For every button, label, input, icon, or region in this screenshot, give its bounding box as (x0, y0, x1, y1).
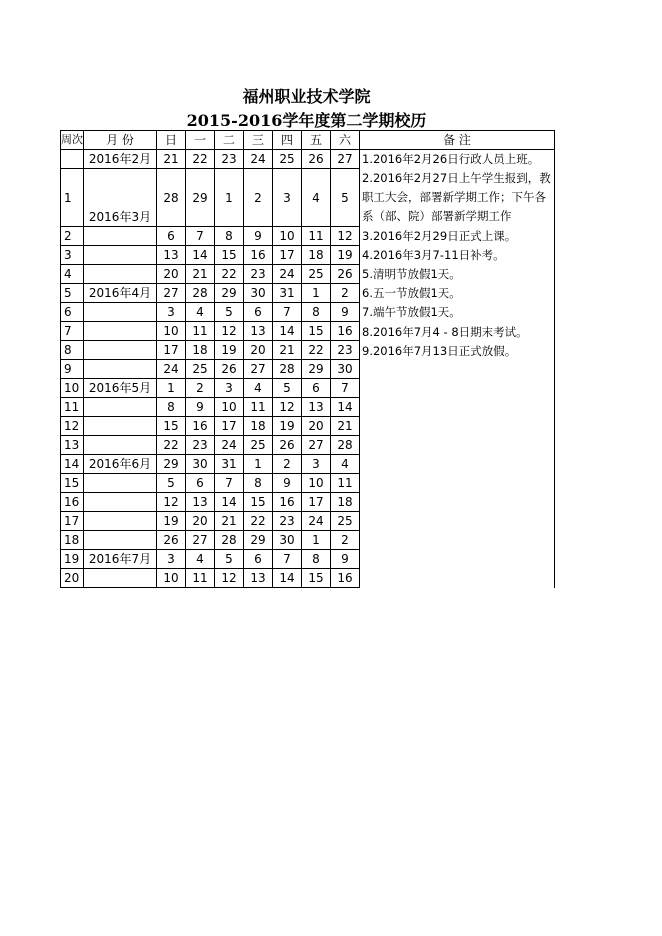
week-number: 19 (61, 550, 84, 569)
day-cell: 13 (244, 322, 273, 341)
week-number: 17 (61, 512, 84, 531)
day-cell: 29 (186, 169, 215, 227)
day-cell: 30 (273, 531, 302, 550)
day-cell: 10 (215, 398, 244, 417)
day-cell: 2 (186, 379, 215, 398)
day-cell: 7 (273, 303, 302, 322)
day-cell: 2 (331, 531, 360, 550)
day-cell: 16 (331, 569, 360, 588)
note-item: 7.端午节放假1天。 (362, 305, 461, 320)
day-cell: 15 (302, 569, 331, 588)
day-cell: 16 (186, 417, 215, 436)
day-cell: 14 (273, 322, 302, 341)
month-cell (84, 341, 157, 360)
day-cell: 17 (302, 493, 331, 512)
day-cell: 7 (186, 227, 215, 246)
day-cell: 9 (186, 398, 215, 417)
day-cell: 18 (186, 341, 215, 360)
day-cell: 19 (331, 246, 360, 265)
day-cell: 20 (157, 265, 186, 284)
day-cell: 23 (244, 265, 273, 284)
month-cell (84, 360, 157, 379)
day-cell: 26 (157, 531, 186, 550)
week-number: 12 (61, 417, 84, 436)
day-cell: 20 (244, 341, 273, 360)
day-cell: 22 (244, 512, 273, 531)
day-cell: 3 (215, 379, 244, 398)
day-cell: 29 (302, 360, 331, 379)
day-cell: 23 (215, 150, 244, 169)
day-cell: 1 (215, 169, 244, 227)
day-cell: 14 (331, 398, 360, 417)
day-cell: 21 (215, 512, 244, 531)
day-cell: 6 (186, 474, 215, 493)
month-cell (84, 531, 157, 550)
day-cell: 9 (331, 303, 360, 322)
day-cell: 31 (273, 284, 302, 303)
week-row (61, 150, 555, 169)
day-cell: 8 (157, 398, 186, 417)
day-cell: 26 (331, 265, 360, 284)
month-cell: 2016年2月 (84, 150, 157, 169)
week-number: 6 (61, 303, 84, 322)
day-cell: 1 (302, 284, 331, 303)
month-cell: 2016年7月 (84, 550, 157, 569)
day-cell: 6 (302, 379, 331, 398)
day-cell: 27 (331, 150, 360, 169)
day-cell: 11 (186, 569, 215, 588)
day-cell: 1 (157, 379, 186, 398)
week-number: 13 (61, 436, 84, 455)
day-header: 二 (215, 131, 244, 150)
school-name: 福州职业技术学院 (242, 87, 371, 106)
day-cell: 10 (273, 227, 302, 246)
notes-header: 备 注 (360, 131, 555, 150)
day-cell: 22 (215, 265, 244, 284)
month-cell (84, 512, 157, 531)
day-cell: 14 (215, 493, 244, 512)
day-cell: 10 (302, 474, 331, 493)
day-cell: 9 (244, 227, 273, 246)
week-number: 14 (61, 455, 84, 474)
day-header: 五 (302, 131, 331, 150)
day-cell: 8 (215, 227, 244, 246)
day-header: 六 (331, 131, 360, 150)
day-cell: 28 (331, 436, 360, 455)
day-cell: 30 (331, 360, 360, 379)
day-cell: 15 (215, 246, 244, 265)
day-cell: 12 (157, 493, 186, 512)
month-cell (84, 265, 157, 284)
day-cell: 13 (244, 569, 273, 588)
day-cell: 17 (215, 417, 244, 436)
day-cell: 27 (244, 360, 273, 379)
day-cell: 28 (215, 531, 244, 550)
note-item: 6.五一节放假1天。 (362, 286, 461, 301)
day-cell: 10 (157, 569, 186, 588)
day-cell: 12 (273, 398, 302, 417)
day-cell: 18 (331, 493, 360, 512)
day-cell: 1 (244, 455, 273, 474)
day-cell: 2 (244, 169, 273, 227)
day-cell: 28 (157, 169, 186, 227)
day-cell: 5 (273, 379, 302, 398)
day-cell: 22 (186, 150, 215, 169)
day-cell: 4 (186, 550, 215, 569)
day-cell: 26 (215, 360, 244, 379)
calendar-title: 2015-2016学年度第二学期校历 (186, 111, 427, 130)
day-cell: 26 (302, 150, 331, 169)
day-cell: 10 (157, 322, 186, 341)
school-calendar-table (60, 130, 555, 588)
week-number: 15 (61, 474, 84, 493)
note-item: 8.2016年7月4 - 8日期末考试。 (362, 324, 528, 339)
month-cell (84, 322, 157, 341)
week-number: 10 (61, 379, 84, 398)
day-cell: 1 (302, 531, 331, 550)
day-cell: 29 (244, 531, 273, 550)
day-cell: 20 (186, 512, 215, 531)
day-cell: 5 (331, 169, 360, 227)
month-cell (84, 436, 157, 455)
note-item: 5.清明节放假1天。 (362, 267, 461, 282)
day-cell: 3 (302, 455, 331, 474)
day-cell: 22 (302, 341, 331, 360)
week-number: 16 (61, 493, 84, 512)
note-item: 3.2016年2月29日正式上课。 (362, 229, 517, 244)
day-cell: 21 (273, 341, 302, 360)
day-cell: 17 (157, 341, 186, 360)
day-cell: 3 (273, 169, 302, 227)
day-cell: 31 (215, 455, 244, 474)
day-cell: 25 (244, 436, 273, 455)
month-cell (84, 303, 157, 322)
day-cell: 8 (244, 474, 273, 493)
day-cell: 24 (273, 265, 302, 284)
day-cell: 22 (157, 436, 186, 455)
day-cell: 21 (186, 265, 215, 284)
week-number (61, 150, 84, 169)
week-number: 7 (61, 322, 84, 341)
day-cell: 13 (157, 246, 186, 265)
day-cell: 5 (215, 303, 244, 322)
day-cell: 11 (244, 398, 273, 417)
day-cell: 2 (331, 284, 360, 303)
day-cell: 27 (302, 436, 331, 455)
day-cell: 19 (215, 341, 244, 360)
week-number: 2 (61, 227, 84, 246)
week-number: 1 (61, 169, 84, 227)
note-item: 2.2016年2月27日上午学生报到，教职工大会，部署新学期工作；下午各系（部、院）部署新学期工作 (362, 171, 551, 224)
note-item: 9.2016年7月13日正式放假。 (362, 343, 517, 358)
day-cell: 24 (157, 360, 186, 379)
day-cell: 11 (186, 322, 215, 341)
day-cell: 20 (302, 417, 331, 436)
day-cell: 25 (331, 512, 360, 531)
note-item: 4.2016年3月7-11日补考。 (362, 248, 505, 263)
day-cell: 15 (157, 417, 186, 436)
day-cell: 24 (215, 436, 244, 455)
month-cell: 2016年3月 (84, 169, 157, 227)
month-cell (84, 417, 157, 436)
day-header: 日 (157, 131, 186, 150)
day-cell: 16 (331, 322, 360, 341)
day-cell: 28 (273, 360, 302, 379)
day-cell: 21 (157, 150, 186, 169)
day-cell: 27 (186, 531, 215, 550)
day-cell: 23 (273, 512, 302, 531)
day-cell: 11 (331, 474, 360, 493)
day-cell: 28 (186, 284, 215, 303)
day-cell: 7 (331, 379, 360, 398)
day-cell: 4 (302, 169, 331, 227)
day-header: 一 (186, 131, 215, 150)
day-cell: 8 (302, 550, 331, 569)
day-cell: 6 (244, 303, 273, 322)
day-cell: 17 (273, 246, 302, 265)
day-cell: 3 (157, 303, 186, 322)
day-cell: 18 (244, 417, 273, 436)
week-header: 周次 (61, 131, 84, 150)
month-header: 月 份 (84, 131, 157, 150)
day-cell: 21 (331, 417, 360, 436)
notes-cell (360, 150, 555, 588)
note-item: 1.2016年2月26日行政人员上班。 (362, 152, 540, 166)
day-cell: 7 (215, 474, 244, 493)
day-cell: 26 (273, 436, 302, 455)
day-cell: 27 (157, 284, 186, 303)
day-cell: 8 (302, 303, 331, 322)
month-cell: 2016年5月 (84, 379, 157, 398)
day-cell: 19 (157, 512, 186, 531)
month-cell (84, 474, 157, 493)
week-number: 9 (61, 360, 84, 379)
month-cell: 2016年6月 (84, 455, 157, 474)
day-header: 三 (244, 131, 273, 150)
day-cell: 24 (302, 512, 331, 531)
day-cell: 23 (331, 341, 360, 360)
month-cell (84, 493, 157, 512)
header-row (61, 131, 555, 150)
day-cell: 14 (273, 569, 302, 588)
day-cell: 13 (186, 493, 215, 512)
day-cell: 6 (244, 550, 273, 569)
week-number: 20 (61, 569, 84, 588)
day-cell: 13 (302, 398, 331, 417)
day-cell: 12 (331, 227, 360, 246)
day-cell: 15 (302, 322, 331, 341)
day-cell: 3 (157, 550, 186, 569)
week-number: 11 (61, 398, 84, 417)
day-cell: 9 (273, 474, 302, 493)
day-cell: 11 (302, 227, 331, 246)
day-cell: 12 (215, 569, 244, 588)
day-cell: 24 (244, 150, 273, 169)
day-cell: 30 (244, 284, 273, 303)
day-cell: 15 (244, 493, 273, 512)
day-cell: 18 (302, 246, 331, 265)
day-cell: 29 (157, 455, 186, 474)
week-number: 18 (61, 531, 84, 550)
day-cell: 16 (244, 246, 273, 265)
day-cell: 25 (186, 360, 215, 379)
week-number: 3 (61, 246, 84, 265)
day-cell: 30 (186, 455, 215, 474)
day-cell: 29 (215, 284, 244, 303)
month-cell (84, 246, 157, 265)
day-cell: 5 (157, 474, 186, 493)
week-number: 5 (61, 284, 84, 303)
day-cell: 4 (186, 303, 215, 322)
day-cell: 2 (273, 455, 302, 474)
day-cell: 14 (186, 246, 215, 265)
day-cell: 4 (331, 455, 360, 474)
month-cell: 2016年4月 (84, 284, 157, 303)
month-cell (84, 569, 157, 588)
month-cell (84, 398, 157, 417)
day-cell: 9 (331, 550, 360, 569)
day-cell: 16 (273, 493, 302, 512)
day-cell: 5 (215, 550, 244, 569)
day-cell: 23 (186, 436, 215, 455)
day-header: 四 (273, 131, 302, 150)
day-cell: 25 (302, 265, 331, 284)
day-cell: 25 (273, 150, 302, 169)
day-cell: 19 (273, 417, 302, 436)
day-cell: 12 (215, 322, 244, 341)
week-number: 4 (61, 265, 84, 284)
day-cell: 7 (273, 550, 302, 569)
day-cell: 6 (157, 227, 186, 246)
week-number: 8 (61, 341, 84, 360)
month-cell (84, 227, 157, 246)
day-cell: 4 (244, 379, 273, 398)
